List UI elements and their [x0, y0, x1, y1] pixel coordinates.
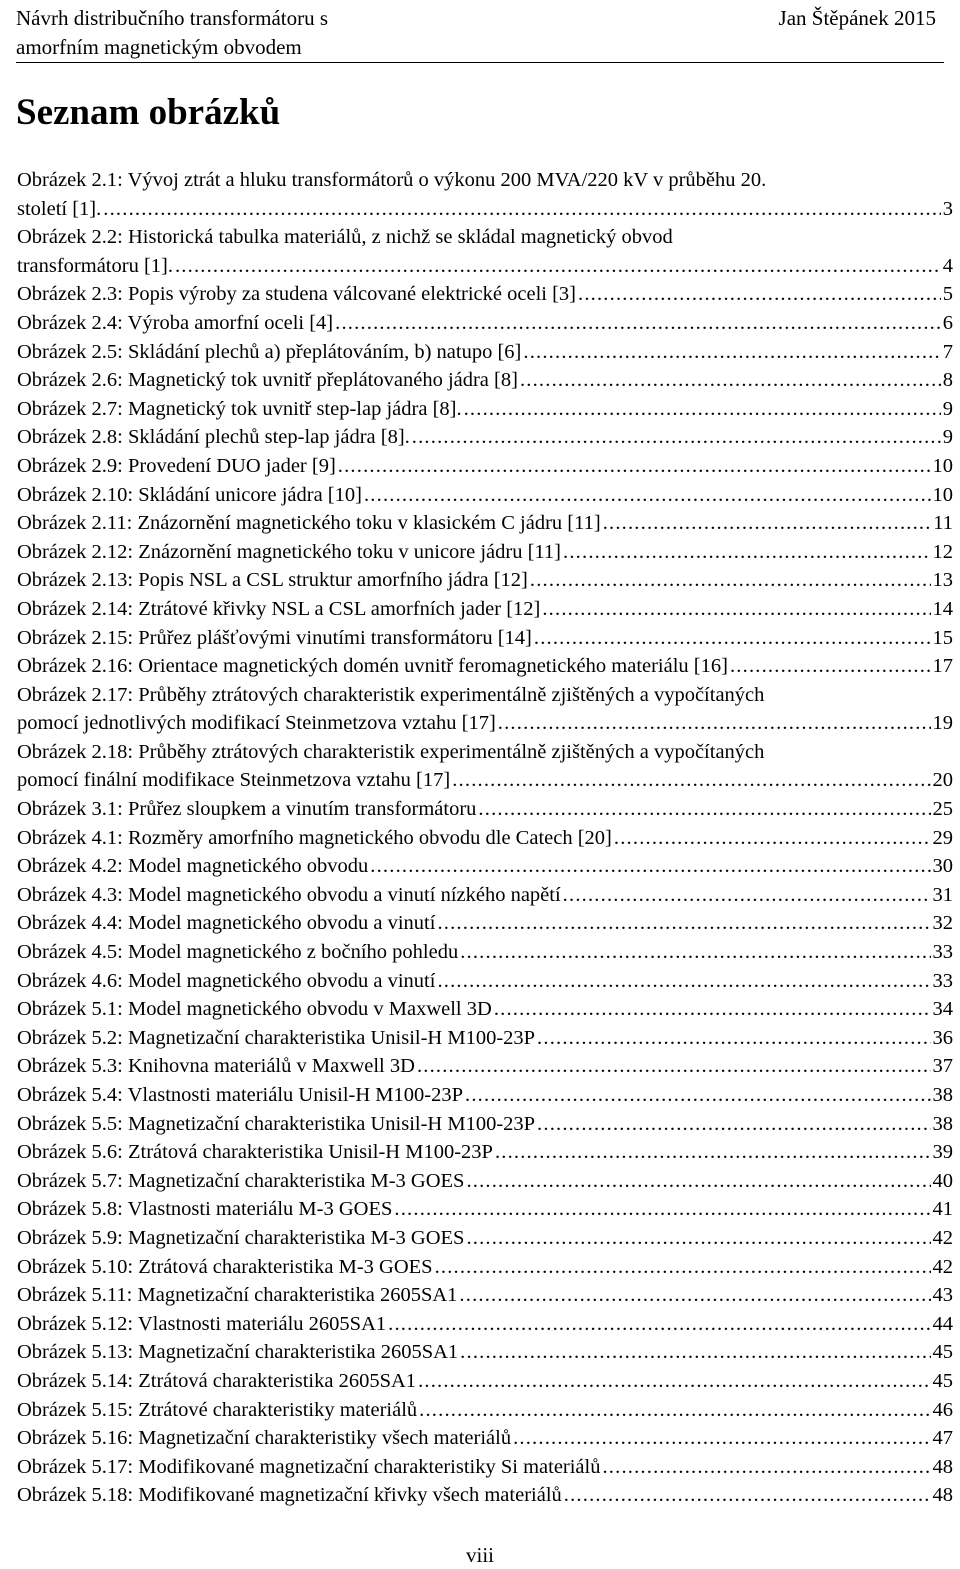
toc-entry-last-line — [17, 195, 953, 224]
toc-entry[interactable] — [17, 795, 953, 824]
dot-leader — [530, 566, 931, 595]
toc-entry[interactable] — [17, 938, 953, 967]
toc-entry-caption: Obrázek 5.14: Ztrátová charakteristika 2605SA1 — [17, 1369, 417, 1392]
toc-entry[interactable] — [17, 309, 953, 338]
toc-entry[interactable] — [17, 338, 953, 367]
toc-entry-page-number: 38 — [932, 1084, 953, 1106]
dot-leader — [563, 538, 930, 567]
toc-entry-last-line — [17, 938, 953, 967]
toc-entry[interactable] — [17, 166, 953, 223]
toc-entry[interactable] — [17, 1195, 953, 1224]
toc-entry-caption: Obrázek 4.2: Model magnetického obvodu — [17, 855, 369, 878]
toc-entry[interactable] — [17, 509, 953, 538]
header-author-year: Jan Štěpánek 2015 — [778, 6, 936, 30]
toc-entry-last-line — [17, 423, 953, 452]
toc-entry-last-line — [17, 1453, 953, 1482]
toc-entry-last-line — [17, 509, 953, 538]
toc-entry-page-number: 39 — [932, 1141, 953, 1164]
dot-leader — [437, 909, 930, 938]
toc-entry[interactable] — [17, 1424, 953, 1453]
toc-entry-caption: Obrázek 2.5: Skládání plechů a) přeplátováním, b) natupo [6] — [17, 340, 522, 363]
toc-entry-page-number: 10 — [932, 483, 953, 506]
toc-entry-caption: Obrázek 2.9: Provedení DUO jader [9] — [17, 454, 336, 477]
toc-entry[interactable] — [17, 681, 953, 738]
toc-entry[interactable] — [17, 852, 953, 881]
toc-entry-page-number: 19 — [932, 712, 953, 735]
toc-entry-caption: pomocí jednotlivých modifikací Steinmetzova vztahu [17] — [17, 712, 496, 735]
toc-entry[interactable] — [17, 481, 953, 510]
toc-entry-caption: Obrázek 2.16: Orientace magnetických domén uvnitř feromagnetického materiálu [16] — [17, 655, 728, 678]
toc-entry-caption: Obrázek 2.11: Znázornění magnetického toku v klasickém C jádru [11] — [17, 512, 601, 535]
dot-leader — [338, 452, 931, 481]
dot-leader — [103, 195, 940, 224]
toc-entry-last-line — [17, 1367, 953, 1396]
toc-entry-caption: Obrázek 5.2: Magnetizační charakteristika Unisil-H M100-23P — [17, 1026, 536, 1049]
dot-leader — [495, 1138, 931, 1167]
toc-entry-last-line — [17, 1253, 953, 1282]
toc-entry-page-number: 20 — [932, 769, 953, 792]
toc-entry-caption: Obrázek 2.3: Popis výroby za studena válcované elektrické oceli [3] — [17, 283, 576, 306]
toc-entry-page-number: 48 — [932, 1455, 953, 1478]
toc-entry-caption: Obrázek 5.13: Magnetizační charakteristika 2605SA1 — [17, 1341, 459, 1364]
toc-entry-last-line — [17, 1396, 953, 1425]
toc-entry-page-number: 38 — [932, 1112, 953, 1135]
dot-leader — [494, 995, 931, 1024]
toc-entry-page-number: 31 — [932, 883, 953, 906]
toc-entry-caption: Obrázek 2.13: Popis NSL a CSL struktur amorfního jádra [12] — [17, 569, 528, 592]
toc-entry-last-line — [17, 395, 953, 424]
toc-entry-page-number: 47 — [932, 1427, 953, 1450]
dot-leader — [542, 595, 930, 624]
toc-entry-caption: Obrázek 2.10: Skládání unicore jádra [10] — [17, 483, 362, 506]
toc-entry-caption: Obrázek 5.10: Ztrátová charakteristika M-3 GOES — [17, 1255, 433, 1278]
toc-entry-page-number: 45 — [932, 1369, 953, 1392]
dot-leader — [175, 252, 941, 281]
toc-entry-page-number: 43 — [932, 1284, 953, 1307]
toc-entry-last-line — [17, 1024, 953, 1053]
toc-entry-page-number: 4 — [942, 254, 953, 277]
header-title-line-1: Návrh distribučního transformátoru s — [16, 6, 329, 30]
dot-leader — [412, 423, 941, 452]
toc-entry[interactable] — [17, 1396, 953, 1425]
toc-entry-page-number: 7 — [942, 340, 953, 363]
dot-leader — [564, 1481, 931, 1510]
toc-entry[interactable] — [17, 1138, 953, 1167]
toc-entry-page-number: 36 — [932, 1026, 953, 1049]
toc-entry-last-line — [17, 366, 953, 395]
toc-entry-caption: Obrázek 5.9: Magnetizační charakteristika M-3 GOES — [17, 1226, 465, 1249]
toc-entry-caption: Obrázek 5.12: Vlastnosti materiálu 2605SA1 — [17, 1312, 387, 1335]
toc-entry-last-line — [17, 1481, 953, 1510]
toc-entry-caption: Obrázek 5.16: Magnetizační charakteristiky všech materiálů — [17, 1427, 512, 1450]
dot-leader — [498, 709, 931, 738]
toc-entry-last-line — [17, 252, 953, 281]
dot-leader — [602, 1453, 930, 1482]
toc-entry-page-number: 42 — [932, 1226, 953, 1249]
dot-leader — [460, 1338, 930, 1367]
toc-entry-caption: Obrázek 5.7: Magnetizační charakteristika M-3 GOES — [17, 1169, 465, 1192]
toc-entry-caption: Obrázek 2.8: Skládání plechů step-lap jádra [8]. — [17, 426, 410, 449]
toc-entry-page-number: 46 — [932, 1398, 953, 1421]
toc-entry-last-line — [17, 624, 953, 653]
toc-entry-page-number: 15 — [932, 626, 953, 649]
toc-entry[interactable] — [17, 1253, 953, 1282]
toc-entry-caption: Obrázek 2.7: Magnetický tok uvnitř step-lap jádra [8]. — [17, 397, 462, 420]
toc-entry-last-line — [17, 1052, 953, 1081]
toc-entry-page-number: 12 — [932, 540, 953, 563]
toc-entry-page-number: 10 — [932, 454, 953, 477]
toc-entry-last-line — [17, 766, 953, 795]
toc-entry-last-line — [17, 1138, 953, 1167]
toc-entry-page-number: 42 — [932, 1255, 953, 1278]
dot-leader — [537, 1024, 930, 1053]
toc-entry-caption: Obrázek 4.1: Rozměry amorfního magnetického obvodu dle Catech [20] — [17, 826, 612, 849]
toc-entry-last-line — [17, 338, 953, 367]
toc-entry-caption: Obrázek 4.6: Model magnetického obvodu a vinutí — [17, 969, 436, 992]
toc-entry-caption: Obrázek 5.11: Magnetizační charakteristika 2605SA1 — [17, 1284, 458, 1307]
toc-entry[interactable] — [17, 1367, 953, 1396]
toc-entry-caption: Obrázek 2.15: Průřez plášťovými vinutími transformátoru [14] — [17, 626, 532, 649]
dot-leader — [603, 509, 932, 538]
toc-entry[interactable] — [17, 624, 953, 653]
toc-entry[interactable] — [17, 1310, 953, 1339]
toc-entry-last-line — [17, 1081, 953, 1110]
toc-entry[interactable] — [17, 423, 953, 452]
toc-entry[interactable] — [17, 1338, 953, 1367]
toc-entry-caption: Obrázek 5.17: Modifikované magnetizační charakteristiky Si materiálů — [17, 1455, 601, 1478]
toc-entry-last-line — [17, 1167, 953, 1196]
toc-entry[interactable] — [17, 824, 953, 853]
page-header — [16, 4, 944, 63]
toc-entry[interactable] — [17, 280, 953, 309]
dot-leader — [435, 1253, 931, 1282]
toc-entry-caption: Obrázek 5.18: Modifikované magnetizační křivky všech materiálů — [17, 1484, 562, 1507]
toc-entry-last-line — [17, 1110, 953, 1139]
dot-leader — [534, 624, 931, 653]
toc-entry-caption: Obrázek 5.4: Vlastnosti materiálu Unisil-H M100-23P — [17, 1084, 464, 1106]
dot-leader — [452, 766, 930, 795]
dot-leader — [730, 652, 931, 681]
dot-leader — [437, 967, 930, 996]
toc-entry-page-number: 13 — [932, 569, 953, 592]
toc-entry[interactable] — [17, 538, 953, 567]
toc-entry[interactable] — [17, 1281, 953, 1310]
dot-leader — [466, 1167, 930, 1196]
toc-entry-page-number: 44 — [932, 1312, 953, 1335]
toc-entry-caption: Obrázek 5.6: Ztrátová charakteristika Unisil-H M100-23P — [17, 1141, 493, 1164]
dot-leader — [523, 338, 940, 367]
toc-entry-caption: Obrázek 2.6: Magnetický tok uvnitř přeplátovaného jádra [8] — [17, 369, 518, 392]
toc-entry[interactable] — [17, 1453, 953, 1482]
toc-entry-caption: Obrázek 4.5: Model magnetického z bočního pohledu — [17, 941, 459, 964]
toc-entry-last-line — [17, 1195, 953, 1224]
toc-entry-last-line — [17, 852, 953, 881]
toc-entry-caption: Obrázek 5.1: Model magnetického obvodu v Maxwell 3D — [17, 998, 492, 1021]
dot-leader — [478, 795, 930, 824]
toc-entry-caption: Obrázek 4.4: Model magnetického obvodu a vinutí — [17, 912, 436, 935]
toc-entry-caption: století [1]. — [17, 197, 102, 220]
dot-leader — [563, 881, 931, 910]
toc-entry-caption: Obrázek 5.3: Knihovna materiálů v Maxwell 3D — [17, 1055, 415, 1078]
dot-leader — [459, 1281, 930, 1310]
toc-entry-page-number: 9 — [942, 426, 953, 449]
dot-leader — [418, 1367, 930, 1396]
toc-entry[interactable] — [17, 366, 953, 395]
toc-entry-caption: pomocí finální modifikace Steinmetzova vztahu [17] — [17, 769, 451, 792]
toc-entry-page-number: 29 — [932, 826, 953, 849]
toc-entry[interactable] — [17, 967, 953, 996]
toc-entry[interactable] — [17, 1167, 953, 1196]
dot-leader — [513, 1424, 930, 1453]
page-number: viii — [465, 1543, 494, 1567]
dot-leader — [537, 1110, 930, 1139]
toc-entry[interactable] — [17, 395, 953, 424]
toc-entry-caption: Obrázek 3.1: Průřez sloupkem a vinutím transformátoru — [17, 798, 477, 821]
toc-entry-last-line — [17, 481, 953, 510]
toc-entry-page-number: 33 — [932, 941, 953, 964]
toc-entry[interactable] — [17, 652, 953, 681]
toc-entry-last-line — [17, 652, 953, 681]
dot-leader — [464, 395, 941, 424]
toc-entry-page-number: 34 — [932, 998, 953, 1021]
toc-entry-last-line — [17, 595, 953, 624]
dot-leader — [578, 280, 941, 309]
toc-entry[interactable] — [17, 1024, 953, 1053]
toc-entry[interactable] — [17, 738, 953, 795]
toc-entry[interactable] — [17, 595, 953, 624]
dot-leader — [370, 852, 930, 881]
toc-entry-last-line — [17, 881, 953, 910]
toc-entry-page-number: 5 — [942, 283, 953, 306]
toc-entry-last-line — [17, 1310, 953, 1339]
toc-entry-text-line: Obrázek 2.17: Průběhy ztrátových charakteristik experimentálně zjištěných a vypočítaných — [17, 683, 765, 706]
toc-entry-page-number: 6 — [942, 311, 953, 334]
toc-entry-text-line: Obrázek 2.2: Historická tabulka materiálů, z nichž se skládal magnetický obvod — [17, 226, 673, 249]
toc-entry[interactable] — [17, 1081, 953, 1110]
toc-entry-page-number: 8 — [942, 369, 953, 392]
dot-leader — [466, 1224, 930, 1253]
toc-entry[interactable] — [17, 452, 953, 481]
toc-entry-caption: Obrázek 4.3: Model magnetického obvodu a vinutí nízkého napětí — [17, 883, 561, 906]
toc-entry-last-line — [17, 1224, 953, 1253]
toc-entry[interactable] — [17, 1224, 953, 1253]
toc-entry-page-number: 33 — [932, 969, 953, 992]
toc-entry-text-line: Obrázek 2.18: Průběhy ztrátových charakteristik experimentálně zjištěných a vypočítaných — [17, 740, 765, 763]
dot-leader — [364, 481, 931, 510]
toc-entry-last-line — [17, 795, 953, 824]
toc-entry-last-line — [17, 909, 953, 938]
dot-leader — [460, 938, 930, 967]
toc-entry-page-number: 14 — [932, 597, 953, 620]
dot-leader — [417, 1052, 931, 1081]
dot-leader — [335, 309, 941, 338]
toc-entry-page-number: 3 — [942, 197, 953, 220]
toc-entry-page-number: 48 — [932, 1484, 953, 1507]
toc-entry-page-number: 32 — [932, 912, 953, 935]
toc-entry-last-line — [17, 280, 953, 309]
toc-entry-page-number: 11 — [933, 512, 953, 535]
toc-entry[interactable] — [17, 223, 953, 280]
toc-entry[interactable] — [17, 995, 953, 1024]
header-title-line-2: amorfním magnetickým obvodem — [16, 35, 302, 59]
dot-leader — [614, 824, 931, 853]
toc-entry-caption: Obrázek 2.4: Výroba amorfní oceli [4] — [17, 311, 334, 334]
toc-entry-last-line — [17, 309, 953, 338]
toc-entry-last-line — [17, 995, 953, 1024]
toc-entry-last-line — [17, 824, 953, 853]
toc-entry-page-number: 25 — [932, 798, 953, 821]
toc-entry-page-number: 41 — [932, 1198, 953, 1221]
toc-entry-caption: Obrázek 5.5: Magnetizační charakteristika Unisil-H M100-23P — [17, 1112, 536, 1135]
toc-entry[interactable] — [17, 1481, 953, 1510]
toc-entry-page-number: 45 — [932, 1341, 953, 1364]
toc-entry-last-line — [17, 538, 953, 567]
toc-entry[interactable] — [17, 1052, 953, 1081]
toc-entry-page-number: 17 — [932, 655, 953, 678]
toc-entry-caption: Obrázek 5.8: Vlastnosti materiálu M-3 GOES — [17, 1198, 393, 1221]
page-title: Seznam obrázků — [16, 92, 281, 133]
toc-entry-last-line — [17, 452, 953, 481]
toc-entry-page-number: 30 — [932, 855, 953, 878]
toc-entry[interactable] — [17, 566, 953, 595]
toc-entry-last-line — [17, 1338, 953, 1367]
toc-entry-last-line — [17, 566, 953, 595]
toc-entry-caption: Obrázek 2.12: Znázornění magnetického toku v unicore jádru [11] — [17, 540, 562, 563]
toc-entry-page-number: 9 — [942, 397, 953, 420]
dot-leader — [388, 1310, 930, 1339]
header-document-title — [16, 4, 328, 62]
toc-entry-text-line: Obrázek 2.1: Vývoj ztrát a hluku transformátorů o výkonu 200 MVA/220 kV v průběhu 20. — [17, 169, 767, 191]
toc-entry-caption: Obrázek 5.15: Ztrátové charakteristiky materiálů — [17, 1398, 418, 1421]
toc-entry[interactable] — [17, 909, 953, 938]
dot-leader — [520, 366, 941, 395]
toc-entry-last-line — [17, 1281, 953, 1310]
toc-entry[interactable] — [17, 881, 953, 910]
toc-entry-page-number: 37 — [932, 1055, 953, 1078]
toc-entry-caption: Obrázek 2.14: Ztrátové křivky NSL a CSL amorfních jader [12] — [17, 597, 541, 620]
toc-entry-page-number: 40 — [932, 1169, 953, 1192]
toc-entry[interactable] — [17, 1110, 953, 1139]
dot-leader — [465, 1081, 930, 1110]
toc-entry-last-line — [17, 1424, 953, 1453]
dot-leader — [394, 1195, 930, 1224]
toc-entry-caption: transformátoru [1]. — [17, 254, 173, 277]
toc-entry-last-line — [17, 967, 953, 996]
list-of-figures — [17, 166, 953, 1510]
toc-entry-last-line — [17, 709, 953, 738]
dot-leader — [419, 1396, 930, 1425]
